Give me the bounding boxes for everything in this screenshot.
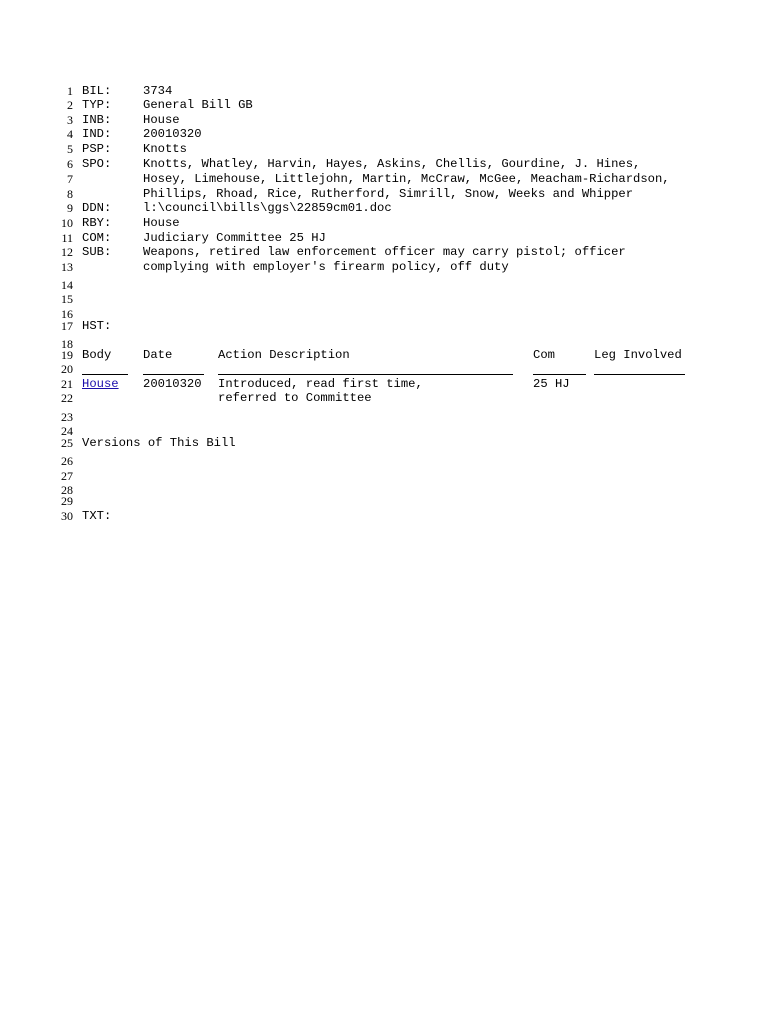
line-number: 9 [67,201,73,215]
field-label-com: COM: [82,231,112,245]
history-label: HST: [82,319,112,333]
line-number: 26 [61,454,73,468]
field-value-inb: House [143,113,180,127]
history-header-com: Com [533,348,555,362]
field-label-sub: SUB: [82,245,112,259]
field-value-com: Judiciary Committee 25 HJ [143,231,326,245]
field-value-rby: House [143,216,180,230]
line-number: 15 [61,292,73,306]
field-label-typ: TYP: [82,98,112,112]
subject-line: Weapons, retired law enforcement officer may carry pistol; officer [143,245,626,259]
history-header-date: Date [143,348,173,362]
line-number: 3 [67,113,73,127]
field-value-ind: 20010320 [143,127,202,141]
line-number: 14 [61,278,73,292]
field-label-psp: PSP: [82,142,112,156]
field-label-bil: BIL: [82,84,112,98]
line-number: 2 [67,98,73,112]
subject-line: complying with employer's firearm policy, off duty [143,260,509,274]
versions-title: Versions of This Bill [82,436,236,450]
field-value-psp: Knotts [143,142,187,156]
line-number: 29 [61,494,73,508]
history-header-leg: Leg Involved [594,348,682,362]
line-number: 8 [67,187,73,201]
history-header-rule [82,374,128,375]
sponsors-line: Phillips, Rhoad, Rice, Rutherford, Simrill, Snow, Weeks and Whipper [143,187,634,201]
sponsors-line: Hosey, Limehouse, Littlejohn, Martin, McCraw, McGee, Meacham-Richardson, [143,172,670,186]
field-label-ind: IND: [82,127,112,141]
history-header-rule [533,374,586,375]
line-number: 19 [61,348,73,362]
field-label-ddn: DDN: [82,201,112,215]
line-number: 10 [61,216,73,230]
history-com: 25 HJ [533,377,570,391]
line-number: 7 [67,172,73,186]
field-value-ddn: l:\council\bills\ggs\22859cm01.doc [143,201,392,215]
line-number: 6 [67,157,73,171]
line-number: 4 [67,127,73,141]
line-number: 5 [67,142,73,156]
line-number: 1 [67,84,73,98]
history-header-rule [143,374,204,375]
field-label-inb: INB: [82,113,112,127]
field-value-typ: General Bill GB [143,98,253,112]
line-number: 22 [61,391,73,405]
field-value-bil: 3734 [143,84,173,98]
field-label-spo: SPO: [82,157,112,171]
line-number: 21 [61,377,73,391]
sponsors-line: Knotts, Whatley, Harvin, Hayes, Askins, Chellis, Gourdine, J. Hines, [143,157,641,171]
line-number: 17 [61,319,73,333]
line-number: 28 [61,483,73,497]
history-action-line: referred to Committee [218,391,372,405]
field-label-rby: RBY: [82,216,112,230]
line-number: 12 [61,245,73,259]
history-header-action: Action Description [218,348,350,362]
history-header-rule [594,374,685,375]
history-date: 20010320 [143,377,202,391]
line-number: 23 [61,410,73,424]
line-number: 24 [61,424,73,438]
line-number: 18 [61,337,73,351]
line-number: 27 [61,469,73,483]
history-header-body: Body [82,348,112,362]
history-body-link[interactable]: House [82,377,119,391]
line-number: 16 [61,307,73,321]
txt-label: TXT: [82,509,112,523]
line-number: 20 [61,362,73,376]
history-header-rule [218,374,513,375]
line-number: 30 [61,509,73,523]
line-number: 13 [61,260,73,274]
history-action-line: Introduced, read first time, [218,377,423,391]
line-number: 25 [61,436,73,450]
line-number: 11 [61,231,73,245]
